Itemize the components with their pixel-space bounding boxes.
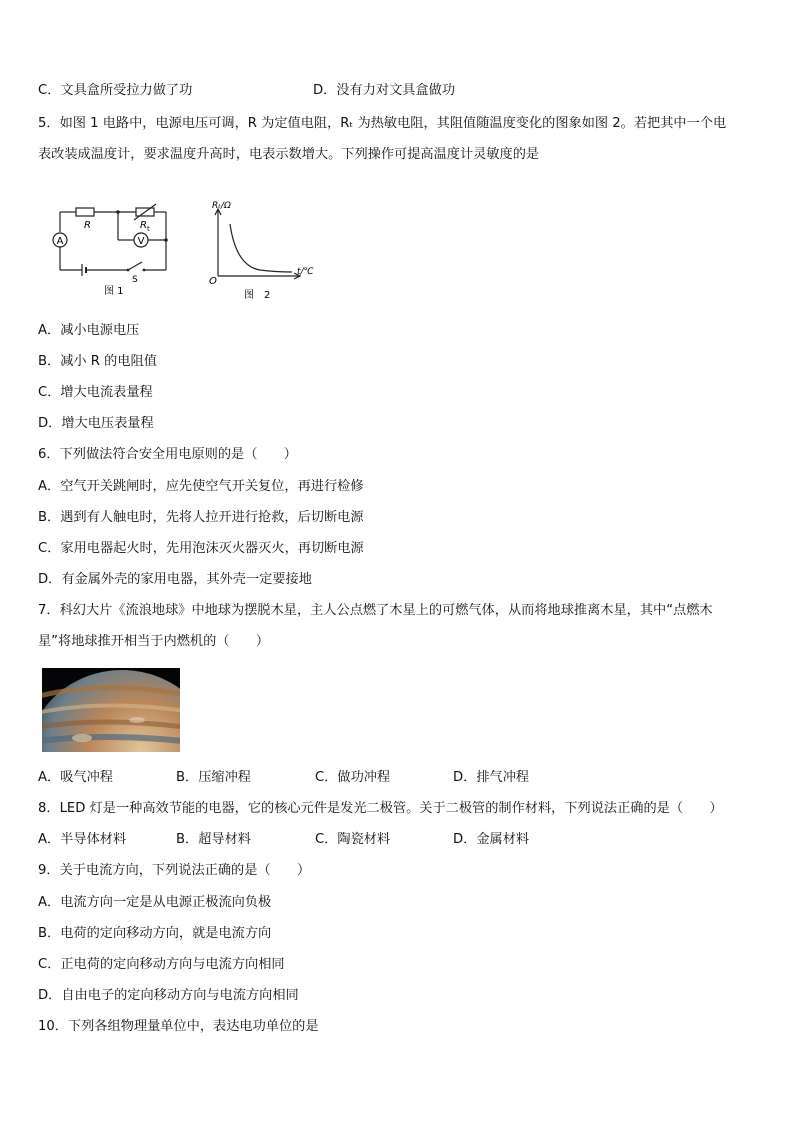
figure-2-caption: 图 2: [244, 290, 271, 301]
q7-stem-line2: 星”将地球推开相当于内燃机的（ ）: [38, 634, 270, 649]
q5-option-a: A．减小电源电压: [38, 323, 140, 338]
q7-option-a: A．吸气冲程: [38, 770, 113, 785]
circuit-diagram-figure-1: [48, 198, 173, 298]
origin-label: O: [209, 276, 217, 287]
q6-option-b: B．遇到有人触电时，先将人拉开进行抢救，后切断电源: [38, 510, 364, 525]
q7-option-c: C．做功冲程: [315, 770, 391, 785]
y-axis-label: Rₜ/Ω: [212, 201, 231, 211]
q7-option-b: B．压缩冲程: [176, 770, 251, 785]
graph-figure-2: [200, 196, 325, 306]
q8-option-c: C．陶瓷材料: [315, 832, 391, 847]
q6-option-a: A．空气开关跳闸时，应先使空气开关复位，再进行检修: [38, 479, 364, 494]
q5-stem-line1: 5．如图 1 电路中，电源电压可调，R 为定值电阻，Rₜ 为热敏电阻，其阻值随温度变化的图象如图 2。若把其中一个电: [38, 116, 727, 131]
voltmeter-label: V: [137, 236, 145, 247]
q9-option-b: B．电荷的定向移动方向，就是电流方向: [38, 926, 272, 941]
figure-1-caption: 图 1: [104, 286, 124, 297]
q5-stem-line2: 表改装成温度计，要求温度升高时，电表示数增大。下列操作可提高温度计灵敏度的是: [38, 147, 540, 162]
x-axis-label: t/℃: [297, 267, 314, 277]
q8-option-d: D．金属材料: [453, 832, 530, 847]
ammeter-label: A: [56, 236, 64, 247]
thermistor-label: R: [140, 220, 147, 231]
q7-option-d: D．排气冲程: [453, 770, 530, 785]
q6-option-c: C．家用电器起火时，先用泡沫灭火器灭火，再切断电源: [38, 541, 364, 556]
q9-option-d: D．自由电子的定向移动方向与电流方向相同: [38, 988, 299, 1003]
q9-option-a: A．电流方向一定是从电源正极流向负极: [38, 895, 272, 910]
q5-option-c: C．增大电流表量程: [38, 385, 153, 400]
switch-label: S: [132, 275, 138, 285]
q6-option-d: D．有金属外壳的家用电器，其外壳一定要接地: [38, 572, 312, 587]
q6-stem: 6．下列做法符合安全用电原则的是（ ）: [38, 447, 297, 462]
q8-option-b: B．超导材料: [176, 832, 251, 847]
q4-option-c: C．文具盒所受拉力做了功: [38, 83, 193, 98]
q10-stem: 10．下列各组物理量单位中，表达电功单位的是: [38, 1019, 319, 1034]
q9-option-c: C．正电荷的定向移动方向与电流方向相同: [38, 957, 285, 972]
q5-option-b: B．减小 R 的电阻值: [38, 354, 157, 369]
q5-option-d: D．增大电压表量程: [38, 416, 154, 431]
q7-stem-line1: 7．科幻大片《流浪地球》中地球为摆脱木星，主人公点燃了木星上的可燃气体，从而将地球推离木星，其中“点燃木: [38, 603, 713, 618]
resistor-r-label: R: [84, 220, 91, 231]
q8-option-a: A．半导体材料: [38, 832, 127, 847]
q8-stem: 8．LED 灯是一种高效节能的电器，它的核心元件是发光二极管。关于二极管的制作材料，下列说法正确的是（ ）: [38, 801, 723, 816]
q9-stem: 9．关于电流方向，下列说法正确的是（ ）: [38, 863, 311, 878]
thermistor-subscript: t: [147, 225, 150, 233]
jupiter-image: [42, 668, 180, 752]
q4-option-d: D．没有力对文具盒做功: [313, 83, 456, 98]
